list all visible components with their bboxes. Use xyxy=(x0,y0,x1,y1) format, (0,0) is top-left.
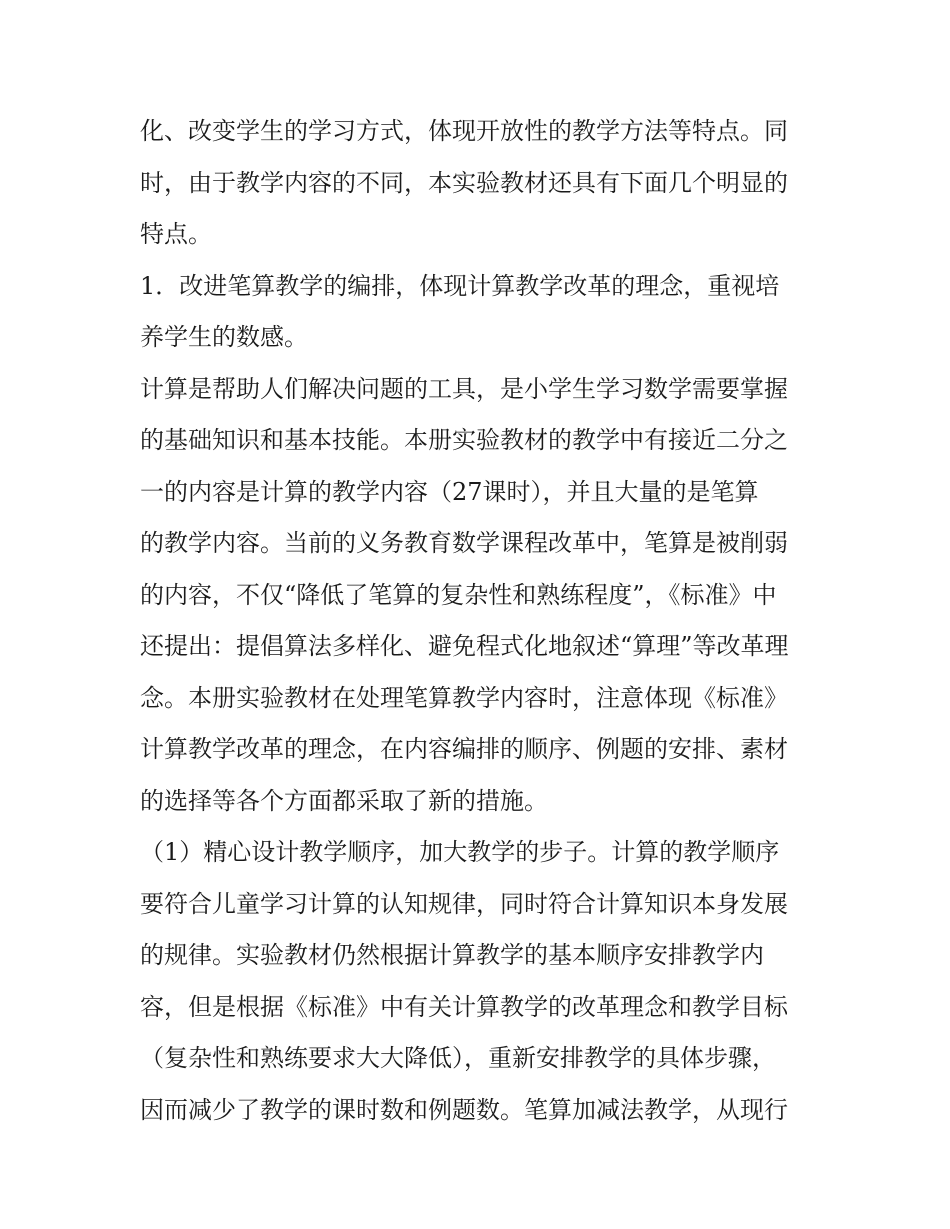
text-line: 一的内容是计算的教学内容（27课时），并且大量的是笔算 xyxy=(140,477,759,506)
text-line: 还提出：提倡算法多样化、避免程式化地叙述“算理”等改革理 xyxy=(140,632,789,660)
text-line: （复杂性和熟练要求大大降低），重新安排教学的具体步骤， xyxy=(140,1044,776,1072)
text-line: 特点。 xyxy=(140,220,212,248)
text-line: 化、改变学生的学习方式，体现开放性的教学方法等特点。同 xyxy=(140,117,788,145)
section-heading-line: 1．改进笔算教学的编排，体现计算教学改革的理念，重视培 xyxy=(140,271,780,300)
text-line: 的教学内容。当前的义务教育数学课程改革中，笔算是被削弱 xyxy=(140,529,788,557)
text-line: 要符合儿童学习计算的认知规律，同时符合计算知识本身发展 xyxy=(140,889,788,918)
document-body xyxy=(140,106,820,1136)
text-line: 计算是帮助人们解决问题的工具，是小学生学习数学需要掌握 xyxy=(140,374,788,403)
text-line: 时，由于教学内容的不同，本实验教材还具有下面几个明显的 xyxy=(140,168,788,197)
text-line: 的基础知识和基本技能。本册实验教材的教学中有接近二分之 xyxy=(140,426,788,454)
text-line: 的内容，不仅“降低了笔算的复杂性和熟练程度”，《标准》中 xyxy=(140,580,777,609)
text-line: 的规律。实验教材仍然根据计算教学的基本顺序安排教学内 xyxy=(140,941,764,969)
text-line: 因而减少了教学的课时数和例题数。笔算加减法教学，从现行 xyxy=(140,1095,788,1124)
text-line: 容，但是根据《标准》中有关计算教学的改革理念和教学目标 xyxy=(140,992,788,1021)
section-heading-line: 养学生的数感。 xyxy=(140,323,308,351)
text-line: 念。本册实验教材在处理笔算教学内容时，注意体现《标准》 xyxy=(140,683,788,712)
text-line: （1）精心设计教学顺序，加大教学的步子。计算的教学顺序 xyxy=(140,838,780,866)
text-line: 计算教学改革的理念，在内容编排的顺序、例题的安排、素材 xyxy=(140,735,788,763)
text-line: 的选择等各个方面都采取了新的措施。 xyxy=(140,786,548,815)
